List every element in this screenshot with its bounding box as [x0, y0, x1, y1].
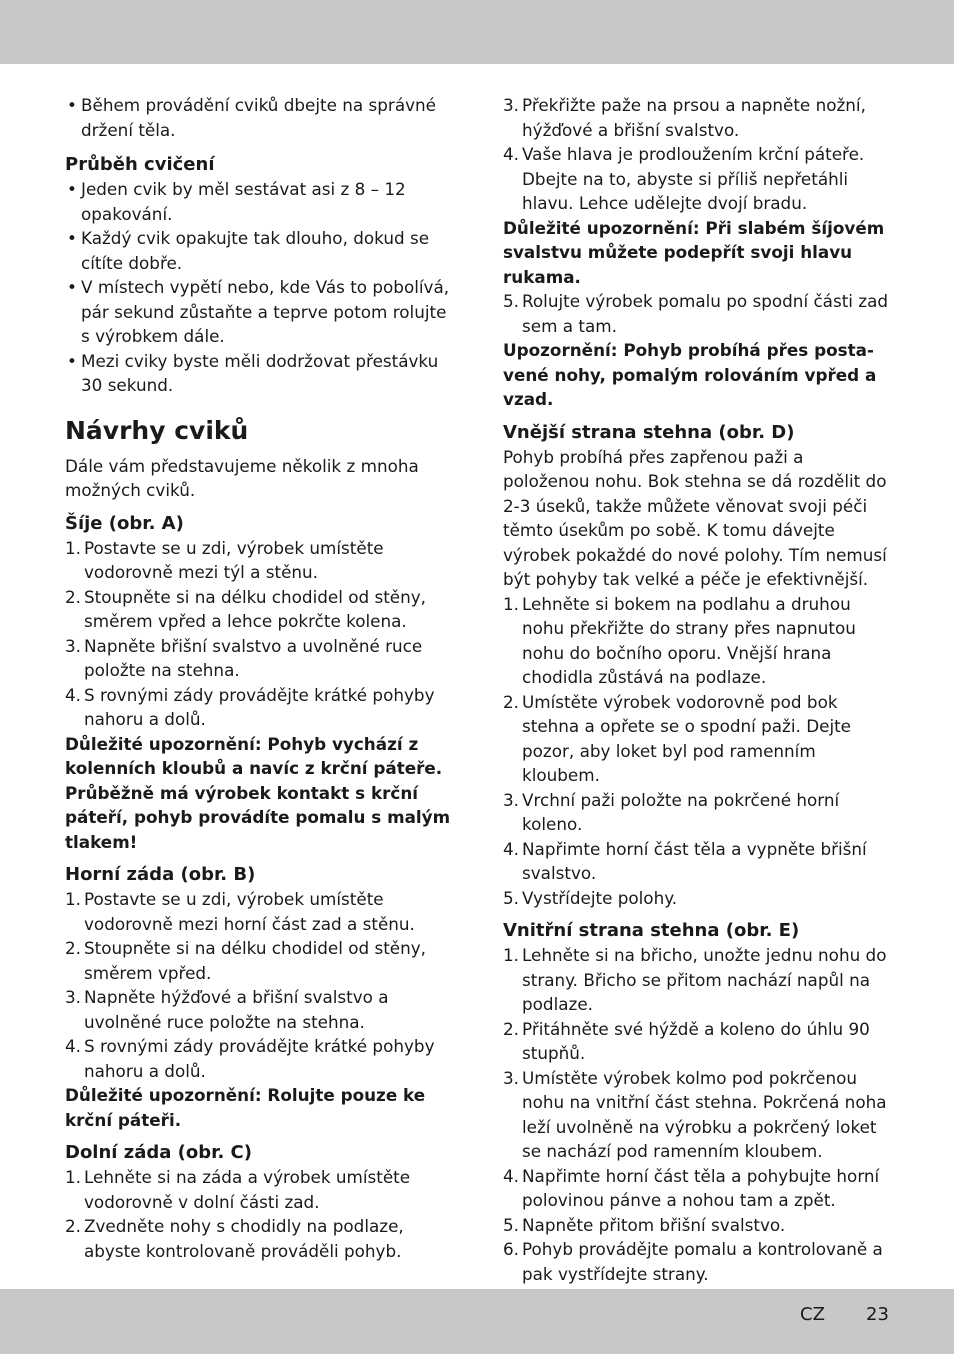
list-item-text: Každý cvik opakujte tak dlouho, dokud se cítíte dobře.: [81, 228, 430, 273]
list-item: 1. Lehněte si na břicho, unožte jednu nohu do strany. Břicho se přitom nachází napůl na podlaze.: [503, 945, 887, 1014]
list-item: 6. Pohyb provádějte pomalu a kontrolovaně a pak vystřídejte strany.: [503, 1239, 883, 1284]
list-item: 2. Umístěte výrobek vodorovně pod bok stehna a opřete se o spodní paži. Dejte pozor, aby loket byl pod ramenním kloubem.: [503, 691, 852, 785]
list-item-text: Postavte se u zdi, výrobek umístěte vodorovně mezi horní část zad a stěnu.: [84, 889, 415, 934]
list-item-text: Umístěte výrobek vodorovně pod bok stehna a opřete se o spodní paži. Dejte pozor, aby loket byl pod ramenním kloubem.: [522, 691, 852, 785]
bullet-icon: •: [67, 350, 77, 371]
paragraph: Dále vám představujeme několik z mnoha možných cviků.: [65, 455, 419, 500]
header-bar: [0, 0, 954, 64]
list-item: 3. Vrchní paži položte na pokrčené horní koleno.: [503, 789, 840, 834]
important-note: Důležité upozornění: Rolujte pouze ke krční páteři.: [65, 1085, 426, 1130]
list-item-text: Lehněte si na záda a výrobek umístěte vodorovně v dolní části zad.: [84, 1167, 411, 1212]
left-column: [65, 93, 457, 1263]
list-item: 4. S rovnými zády provádějte krátké pohyby nahoru a dolů.: [65, 1036, 435, 1081]
list-item-text: Stoupněte si na délku chodidel od stěny, směrem vpřed.: [84, 938, 427, 983]
list-item-text: Napřimte horní část těla a vypněte břišní svalstvo.: [522, 838, 867, 883]
page-number: 23: [866, 1304, 889, 1325]
list-item-text: Vrchní paži položte na pokrčené horní koleno.: [522, 789, 840, 834]
list-item-text: V místech vypětí nebo, kde Vás to pobolívá, pár sekund zůstaňte a teprve potom rolujte s výrobkem dále.: [81, 277, 450, 346]
list-item: [65, 177, 457, 226]
list-item: 2. Stoupněte si na délku chodidel od stěny, směrem vpřed a lehce pokrčte kolena.: [65, 586, 427, 631]
bullet-icon: •: [67, 179, 77, 199]
list-item-text: Přitáhněte své hýždě a koleno do úhlu 90 stupňů.: [522, 1018, 870, 1063]
list-item-text: Stoupněte si na délku chodidel od stěny, směrem vpřed a lehce pokrčte kolena.: [84, 586, 427, 631]
list-item: 2. Přitáhněte své hýždě a koleno do úhlu 90 stupňů.: [503, 1018, 870, 1063]
list-item: 3. Překřižte paže na prsou a napněte nožní, hýžďové a břišní svalstvo.: [503, 95, 866, 140]
list-item-text: Umístěte výrobek kolmo pod pokrčenou nohu na vnitřní část stehna. Pokrčená noha leží uvolněně na výrobku a pokrčený loket se nachází pod ramenním kloubem.: [522, 1067, 887, 1161]
list-item-text: S rovnými zády provádějte krátké pohyby nahoru a dolů.: [84, 1036, 435, 1081]
list-item: 1. Lehněte si bokem na podlahu a druhou nohu překřižte do strany přes napnutou nohu do bočního oporu. Vnější hrana chodidla zůstává na podlaze.: [503, 593, 856, 687]
list-item: 1. Postavte se u zdi, výrobek umístěte vodorovně mezi týl a stěnu.: [65, 537, 384, 582]
section-heading: Vnější strana stehna (obr. D): [503, 421, 795, 443]
list-item-text: Napřimte horní část těla a pohybujte horní polovinou pánve a nohou tam a zpět.: [522, 1165, 880, 1210]
section-heading: Šíje (obr. A): [65, 512, 184, 534]
list-item-text: Během provádění cviků dbejte na správné držení těla.: [81, 95, 436, 140]
list-item-text: Rolujte výrobek pomalu po spodní části zad sem a tam.: [522, 291, 889, 336]
list-item: [65, 93, 457, 142]
language-code: CZ: [800, 1304, 825, 1325]
list-item: 5. Napněte přitom břišní svalstvo.: [503, 1214, 786, 1235]
right-column: [503, 93, 895, 1286]
list-item: 2. Stoupněte si na délku chodidel od stěny, směrem vpřed.: [65, 938, 427, 983]
list-item: 3. Napněte hýžďové a břišní svalstvo a uvolněné ruce položte na stehna.: [65, 987, 389, 1032]
list-item: 1. Lehněte si na záda a výrobek umístěte vodorovně v dolní části zad.: [65, 1167, 411, 1212]
list-item-text: Pohyb provádějte pomalu a kontrolovaně a pak vystřídejte strany.: [522, 1239, 883, 1284]
page-title: Návrhy cviků: [65, 415, 249, 445]
list-item-text: Lehněte si na břicho, unožte jednu nohu do strany. Břicho se přitom nachází napůl na podlaze.: [522, 945, 887, 1014]
list-item-text: S rovnými zády provádějte krátké pohyby nahoru a dolů.: [84, 684, 435, 729]
list-item: 3. Napněte břišní svalstvo a uvolněné ruce položte na stehna.: [65, 635, 423, 680]
important-note: Důležité upozornění: Pohyb vychází z kolenních kloubů a navíc z krční páteře. Průběžně má výrobek kontakt s krční páteří, pohyb provádíte pomalu s malým tlakem!: [65, 733, 451, 852]
list-item: 4. Napřimte horní část těla a vypněte břišní svalstvo.: [503, 838, 867, 883]
list-item: 2. Zvedněte nohy s chodidly na podlaze, abyste kontrolovaně prováděli pohyb.: [65, 1216, 404, 1261]
bullet-icon: •: [67, 277, 77, 297]
list-item: 1. Postavte se u zdi, výrobek umístěte vodorovně mezi horní část zad a stěnu.: [65, 889, 415, 934]
list-item-text: Mezi cviky byste měli dodržovat přestávku 30 sekund.: [81, 350, 439, 395]
list-item-text: Vystřídejte polohy.: [522, 887, 678, 908]
list-item: [65, 226, 457, 275]
list-item: 3. Umístěte výrobek kolmo pod pokrčenou nohu na vnitřní část stehna. Pokrčená noha leží uvolněně na výrobku a pokrčený loket se nachází pod ramenním kloubem.: [503, 1067, 887, 1161]
section-heading: Dolní záda (obr. C): [65, 1142, 252, 1163]
list-item-text: Jeden cvik by měl sestávat asi z 8 – 12 opakování.: [81, 179, 406, 224]
list-item: 4. Vaše hlava je prodloužením krční páteře. Dbejte na to, abyste si příliš nepřetáhli hlavu. Lehce udělejte dvojí bradu.: [503, 144, 865, 213]
bullet-icon: •: [67, 228, 77, 248]
list-item: 5. Rolujte výrobek pomalu po spodní části zad sem a tam.: [503, 291, 889, 336]
list-item-text: Napněte břišní svalstvo a uvolněné ruce položte na stehna.: [84, 635, 423, 680]
list-item-text: Napněte přitom břišní svalstvo.: [522, 1214, 786, 1235]
section-heading: Vnitřní strana stehna (obr. E): [503, 920, 800, 941]
section-heading: Průběh cvičení: [65, 154, 215, 175]
list-item-text: Lehněte si bokem na podlahu a druhou nohu překřižte do strany přes napnutou nohu do bočního oporu. Vnější hrana chodidla zůstává na podlaze.: [522, 593, 856, 687]
list-item-text: Vaše hlava je prodloužením krční páteře. Dbejte na to, abyste si příliš nepřetáhli hlavu. Lehce udělejte dvojí bradu.: [522, 144, 865, 213]
section-heading: Horní záda (obr. B): [65, 864, 256, 885]
list-item-text: Napněte hýžďové a břišní svalstvo a uvolněné ruce položte na stehna.: [84, 987, 389, 1032]
list-item-text: Postavte se u zdi, výrobek umístěte vodorovně mezi týl a stěnu.: [84, 537, 384, 582]
important-note: Důležité upozornění: Při slabém šíjovém svalstvu můžete podepřít svoji hlavu rukama.: [503, 217, 885, 287]
list-item: 4. Napřimte horní část těla a pohybujte horní polovinou pánve a nohou tam a zpět.: [503, 1165, 880, 1210]
list-item: [65, 275, 457, 349]
important-note: Upozornění: Pohyb probíhá přes postavené nohy, pomalým rolováním vpřed a vzad.: [503, 340, 877, 409]
bullet-icon: •: [67, 95, 77, 115]
list-item-text: Zvedněte nohy s chodidly na podlaze, abyste kontrolovaně prováděli pohyb.: [84, 1216, 404, 1261]
list-item: 5. Vystřídejte polohy.: [503, 887, 678, 908]
list-item: [65, 349, 457, 398]
list-item-text: Překřižte paže na prsou a napněte nožní, hýžďové a břišní svalstvo.: [522, 95, 866, 140]
paragraph: Pohyb probíhá přes zapřenou paži a položenou nohu. Bok stehna se dá rozdělit do 2-3 úseků, takže můžete věnovat svoji péči těmto úsekům po sobě. K tomu dávejte výrobek pokaždé do nové polohy. Tím nemusí být pohyby tak velké a péče je efektivnější.: [503, 446, 887, 589]
list-item: 4. S rovnými zády provádějte krátké pohyby nahoru a dolů.: [65, 684, 435, 729]
